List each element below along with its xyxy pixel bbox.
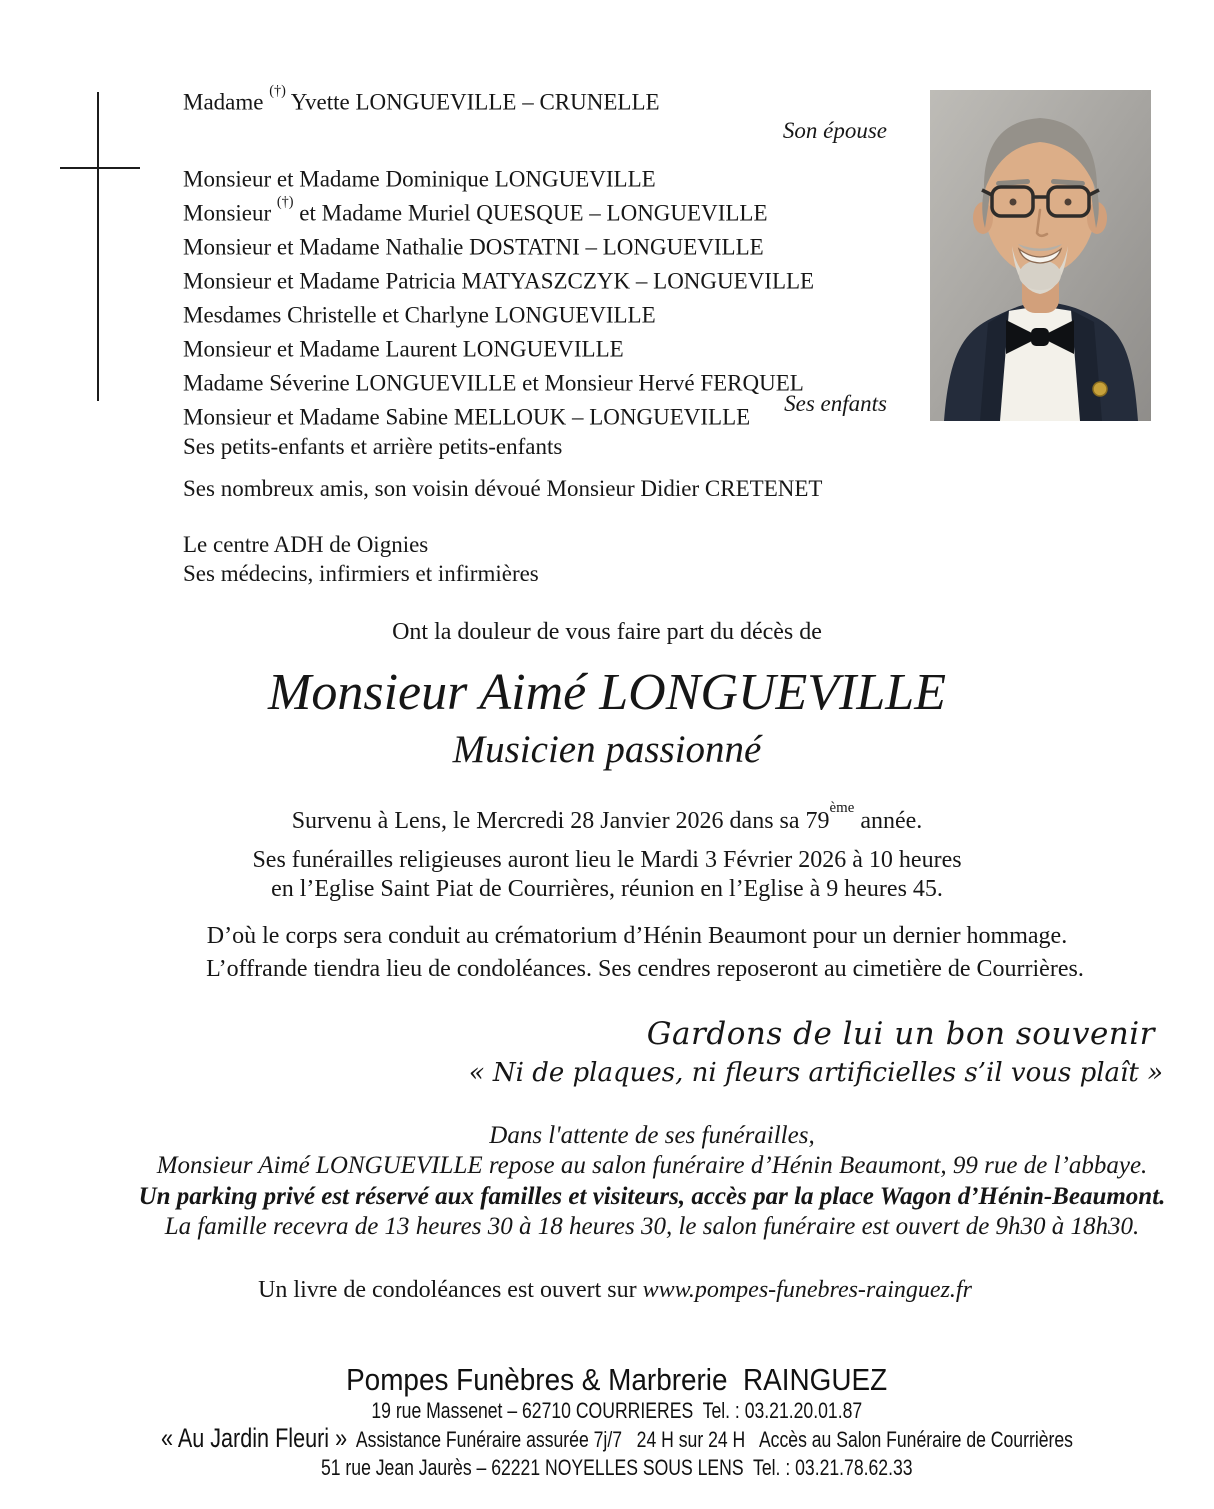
portrait-illustration <box>930 90 1151 421</box>
children-label: Ses enfants <box>784 391 887 416</box>
visitation-parking-line: Un parking privé est réservé aux familles et visiteurs, accès par la place Wagon d’Hénin-Beaumont. <box>138 1182 1166 1210</box>
memorial-cross-icon <box>60 167 140 169</box>
dagger-icon: (†) <box>269 82 286 99</box>
family-line: Monsieur et Madame Dominique LONGUEVILLE <box>183 166 656 192</box>
family-line: Monsieur et Madame Patricia MATYASZCZYK – LONGUEVILLE <box>183 268 815 294</box>
announcement-intro: Ont la douleur de vous faire part du décès de <box>392 619 822 645</box>
medical-line: Ses médecins, infirmiers et infirmières <box>183 560 539 586</box>
family-line: Mesdames Christelle et Charlyne LONGUEVILLE <box>183 302 656 328</box>
funeral-home-address-2: 51 rue Jean Jaurès – 62221 NOYELLES SOUS LENS Tel. : 03.21.78.62.33 <box>321 1455 913 1480</box>
spouse-line-pre: Madame <box>183 89 270 115</box>
crematorium-line: D’où le corps sera conduit au crématorium d’Hénin Beaumont pour un dernier hommage. <box>206 923 1068 949</box>
dagger-icon: (†) <box>276 193 294 210</box>
portrait-photo <box>930 90 1151 421</box>
family-line: Madame Séverine LONGUEVILLE et Monsieur Hervé FERQUEL <box>183 370 804 396</box>
death-line: Survenu à Lens, le Mercredi 28 Janvier 2026 dans sa 79ème année. <box>291 800 923 834</box>
grandchildren-line: Ses petits-enfants et arrière petits-enfants <box>183 434 563 459</box>
condolence-book-line: Un livre de condoléances est ouvert sur www.pompes-funebres-rainguez.fr <box>258 1277 972 1303</box>
visitation-hours-line: La famille recevra de 13 heures 30 à 18 heures 30, le salon funéraire est ouvert de 9h30 à 18h30. <box>164 1213 1140 1241</box>
deceased-subtitle: Musicien passionné <box>452 728 762 771</box>
funeral-line-2: en l’Eglise Saint Piat de Courrières, réunion en l’Eglise à 9 heures 45. <box>271 876 943 902</box>
funeral-home-name: Pompes Funèbres & Marbrerie RAINGUEZ <box>346 1362 888 1397</box>
adh-line: Le centre ADH de Oignies <box>183 532 429 557</box>
memorial-cross-icon <box>97 92 99 401</box>
tribute-line-2: « Ni de plaques, ni fleurs artificielles s’il vous plaît » <box>468 1058 1163 1088</box>
funeral-line-1: Ses funérailles religieuses auront lieu le Mardi 3 Février 2026 à 10 heures <box>252 847 962 873</box>
offering-line: L’offrande tiendra lieu de condoléances. Ses cendres reposeront au cimetière de Courrières. <box>206 956 1084 982</box>
visitation-line-1: Dans l'attente de ses funérailles, <box>489 1122 815 1149</box>
funeral-home-services <box>10 1423 1214 1455</box>
deceased-name: Monsieur Aimé LONGUEVILLE <box>268 664 946 721</box>
funeral-home-brand: « Au Jardin Fleuri » <box>161 1423 348 1453</box>
funeral-details <box>0 846 1214 904</box>
visitation-line-2: Monsieur Aimé LONGUEVILLE repose au salon funéraire d’Hénin Beaumont, 99 rue de l’abbaye. <box>156 1152 1148 1180</box>
spouse-line-post: Yvette LONGUEVILLE – CRUNELLE <box>285 89 660 115</box>
family-line: Monsieur (†) et Madame Muriel QUESQUE – LONGUEVILLE <box>183 193 768 226</box>
family-line: Monsieur et Madame Sabine MELLOUK – LONGUEVILLE <box>183 404 751 430</box>
visitation-block <box>45 1121 1214 1243</box>
funeral-home-address-1: 19 rue Massenet – 62710 COURRIERES Tel. : 03.21.20.01.87 <box>371 1398 863 1423</box>
condolence-book-url: www.pompes-funebres-rainguez.fr <box>642 1277 972 1303</box>
lapel-pin <box>1093 382 1107 396</box>
friends-line: Ses nombreux amis, son voisin dévoué Monsieur Didier CRETENET <box>183 476 823 501</box>
spouse-line <box>183 82 660 116</box>
ordinal-superscript: ème <box>829 800 855 817</box>
tribute-line-1: Gardons de lui un bon souvenir <box>646 1016 1155 1052</box>
spouse-label: Son épouse <box>782 118 887 143</box>
children-list <box>183 160 814 432</box>
adh-block <box>183 531 539 588</box>
family-line: Monsieur et Madame Nathalie DOSTATNI – LONGUEVILLE <box>183 234 764 260</box>
services-text: Assistance Funéraire assurée 7j/7 24 H sur 24 H Accès au Salon Funéraire de Courrières <box>347 1427 1073 1452</box>
family-line: Monsieur et Madame Laurent LONGUEVILLE <box>183 336 624 362</box>
